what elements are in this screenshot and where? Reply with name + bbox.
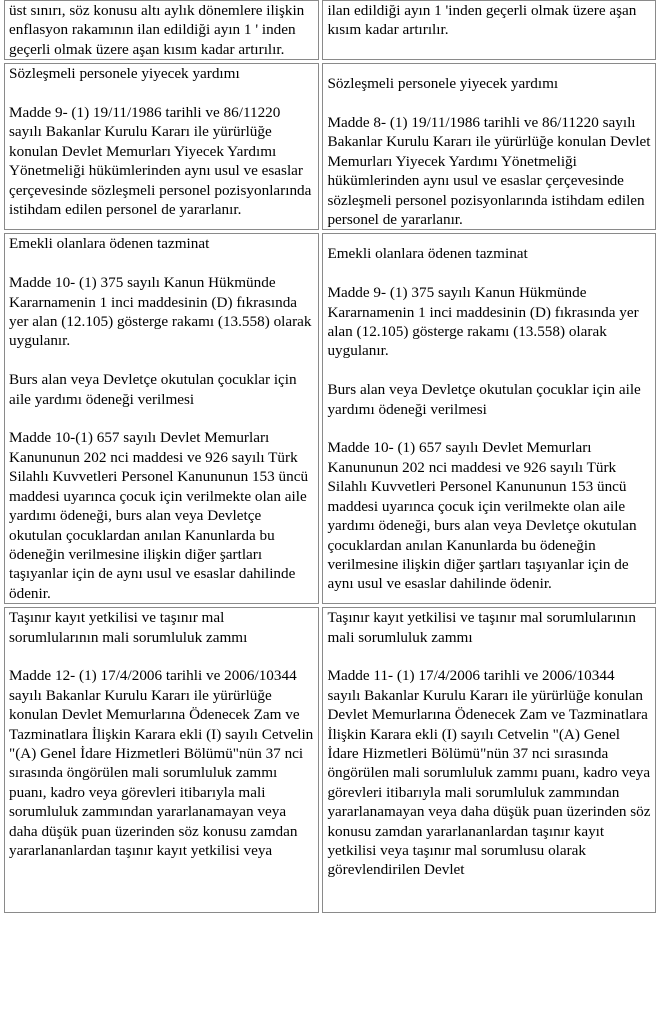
section-heading: Taşınır kayıt yetkilisi ve taşınır mal sorumlularının mali sorumluluk zammı	[327, 609, 636, 646]
old-text-cell	[4, 607, 319, 913]
article-text: Madde 8- (1) 19/11/1986 tarihli ve 86/11220 sayılı Bakanlar Kurulu Kararı ile yürürlüğe konulan Devlet Memurları Yiyecek Yardımı Yönetmeliği hükümlerinden aynı usul ve esaslar çerçevesinde sözleşmeli personel pozisyonlarında istihdam edilen personel de yararlanır.	[327, 114, 651, 229]
table-row	[4, 233, 656, 604]
new-text-cell	[322, 607, 656, 913]
article-text: Madde 12- (1) 17/4/2006 tarihli ve 2006/10344 sayılı Bakanlar Kurulu Kararı ile yürürlüğe konulan Devlet Memurlarına Ödenecek Zam ve Tazminatlara İlişkin Karara ekli (I) sayılı Cetvelin "(A) Genel İdare Hizmetleri Bölümü"nün 37 nci sırasında öngörülen mali sorumluluk zammı puanı, kadro veya görevleri itibarıyla mali sorumluluk zammından yararlanamayan veya daha düşük puan üzerinden söz konusu zamdan yararlananlardan taşınır kayıt yetkilisi veya	[9, 667, 314, 859]
paragraph: ilan edildiği ayın 1 'inden geçerli olmak üzere aşan kısım kadar artırılır.	[327, 2, 637, 39]
section-heading: Sözleşmeli personele yiyecek yardımı	[327, 75, 559, 93]
section-heading: Burs alan veya Devletçe okutulan çocuklar için aile yardımı ödeneği verilmesi	[9, 371, 297, 408]
section-heading: Sözleşmeli personele yiyecek yardımı	[9, 65, 240, 83]
article-text: Madde 9- (1) 19/11/1986 tarihli ve 86/11220 sayılı Bakanlar Kurulu Kararı ile yürürlüğe konulan Devlet Memurları Yiyecek Yardımı Yönetmeliği hükümlerinden aynı usul ve esaslar çerçevesinde sözleşmeli personel pozisyonlarında istihdam edilen personel de yararlanır.	[9, 104, 312, 219]
paragraph: üst sınırı, söz konusu altı aylık dönemlere ilişkin enflasyon rakamının ilan edildiği ayın 1 ' inden geçerli olmak üzere aşan kısım kadar artırılır.	[9, 2, 305, 58]
new-text-cell	[322, 63, 656, 230]
new-text-cell	[322, 0, 656, 60]
article-text: Madde 10- (1) 657 sayılı Devlet Memurları Kanununun 202 nci maddesi ve 926 sayılı Türk Silahlı Kuvvetleri Personel Kanununun 153 üncü maddesi uyarınca çocuk için verilmekte olan aile yardımı ödeneği, burs alan veya Devletçe okutulan çocuklardan anılan Kanunlarda bu ödeneğin verilmesine ilişkin diğer şartları taşıyanlar için de aynı usul ve esaslar dahilinde ödenir.	[327, 439, 637, 593]
table-row	[4, 63, 656, 230]
old-text-cell	[4, 0, 319, 60]
article-text: Madde 10-(1) 657 sayılı Devlet Memurları Kanununun 202 nci maddesi ve 926 sayılı Türk Silahlı Kuvvetleri Personel Kanununun 153 üncü maddesi uyarınca çocuk için verilmekte olan aile yardımı ödeneği, burs alan veya Devletçe okutulan çocuklardan anılan Kanunlarda bu ödeneğin verilmesine ilişkin diğer şartları taşıyanlar için de aynı usul ve esaslar dahilinde ödenir.	[9, 429, 309, 602]
section-heading: Emekli olanlara ödenen tazminat	[9, 235, 210, 253]
comparison-table	[1, 0, 659, 916]
article-text: Madde 9- (1) 375 sayılı Kanun Hükmünde Kararnamenin 1 inci maddesinin (D) fıkrasında yer alan (12.105) gösterge rakamı (13.558) olarak uygulanır.	[327, 284, 639, 360]
section-heading: Burs alan veya Devletçe okutulan çocuklar için aile yardımı ödeneği verilmesi	[327, 381, 641, 418]
article-text: Madde 11- (1) 17/4/2006 tarihli ve 2006/10344 sayılı Bakanlar Kurulu Kararı ile yürürlüğe konulan Devlet Memurlarına Ödenecek Zam ve Tazminatlara İlişkin Karara ekli (I) sayılı Cetvelin "(A) Genel İdare Hizmetleri Bölümü"nün 37 nci sırasında öngörülen mali sorumluluk zammı puanı, kadro veya görevleri itibarıyla mali sorumluluk zammından yararlanamayan veya daha düşük puan üzerinden söz konusu zamdan yararlananlardan taşınır kayıt yetkilisi veya taşınır mal sorumlusu olarak görevlendirilen Devlet	[327, 667, 651, 879]
section-heading: Emekli olanlara ödenen tazminat	[327, 245, 528, 263]
old-text-cell	[4, 63, 319, 230]
article-text: Madde 10- (1) 375 sayılı Kanun Hükmünde Kararnamenin 1 inci maddesinin (D) fıkrasında yer alan (12.105) gösterge rakamı (13.558) olarak uygulanır.	[9, 274, 312, 350]
section-heading: Taşınır kayıt yetkilisi ve taşınır mal sorumlularının mali sorumluluk zammı	[9, 609, 248, 646]
table-row	[4, 0, 656, 60]
table-row	[4, 607, 656, 913]
new-text-cell	[322, 233, 656, 604]
old-text-cell	[4, 233, 319, 604]
